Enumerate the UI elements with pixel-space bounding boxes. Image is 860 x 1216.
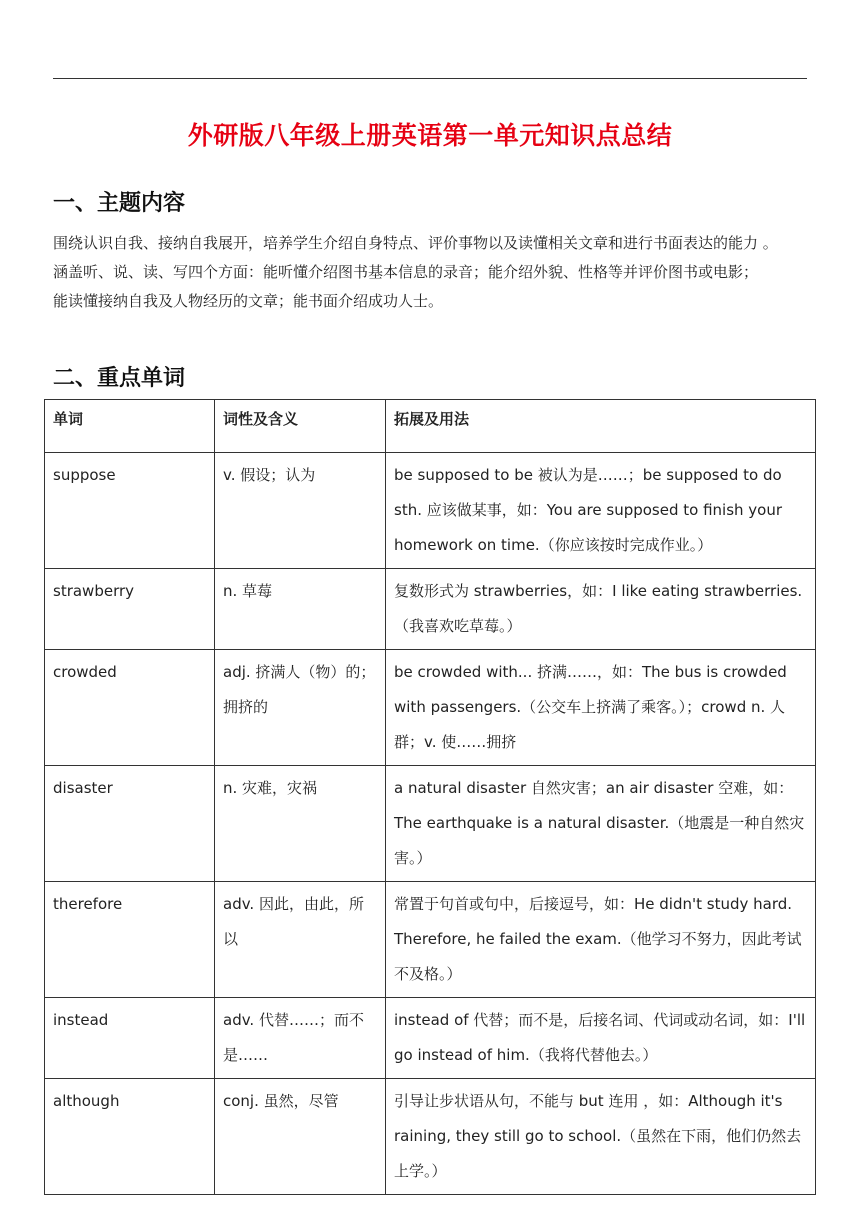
cell-usage: 常置于句首或句中，后接逗号，如：He didn't study hard. Therefore, he failed the exam.（他学习不努力，因此考试不及格。） [386, 882, 816, 998]
cell-usage: a natural disaster 自然灾害；an air disaster 空难，如：The earthquake is a natural disaster.（地震是一种自然灾害。） [386, 766, 816, 882]
table-row [45, 766, 816, 882]
cell-usage: be crowded with... 挤满……，如：The bus is crowded with passengers.（公交车上挤满了乘客。）；crowd n. 人群；v. 使……拥挤 [386, 650, 816, 766]
cell-usage: instead of 代替；而不是，后接名词、代词或动名词，如：I'll go instead of him.（我将代替他去。） [386, 998, 816, 1079]
cell-meaning: adv. 因此，由此，所以 [215, 882, 386, 998]
cell-meaning: adj. 挤满人（物）的；拥挤的 [215, 650, 386, 766]
table-row [45, 998, 816, 1079]
theme-line: 围绕认识自我、接纳自我展开，培养学生介绍自身特点、评价事物以及读懂相关文章和进行书面表达的能力 。 [53, 234, 778, 252]
cell-meaning: n. 灾难，灾祸 [215, 766, 386, 882]
cell-word: although [45, 1079, 215, 1195]
cell-usage: 复数形式为 strawberries，如：I like eating strawberries.（我喜欢吃草莓。） [386, 569, 816, 650]
cell-word: instead [45, 998, 215, 1079]
cell-usage: 引导让步状语从句，不能与 but 连用 ，如：Although it's raining, they still go to school.（虽然在下雨，他们仍然去上学。） [386, 1079, 816, 1195]
theme-paragraph [53, 229, 813, 316]
theme-line: 能读懂接纳自我及人物经历的文章；能书面介绍成功人士。 [53, 292, 444, 310]
table-row [45, 882, 816, 998]
cell-word: therefore [45, 882, 215, 998]
cell-word: suppose [45, 453, 215, 569]
section-heading-theme: 一、主题内容 [53, 191, 186, 216]
cell-meaning: conj. 虽然，尽管 [215, 1079, 386, 1195]
vocabulary-table [44, 399, 816, 1195]
cell-word: disaster [45, 766, 215, 882]
header-usage: 拓展及用法 [386, 400, 816, 453]
section-heading-vocabulary: 二、重点单词 [53, 366, 186, 391]
header-meaning: 词性及含义 [215, 400, 386, 453]
table-row [45, 1079, 816, 1195]
document-title: 外研版八年级上册英语第一单元知识点总结 [187, 121, 673, 150]
table-header-row [45, 400, 816, 453]
header-word: 单词 [45, 400, 215, 453]
cell-word: crowded [45, 650, 215, 766]
cell-word: strawberry [45, 569, 215, 650]
table-row [45, 453, 816, 569]
table-row [45, 650, 816, 766]
cell-usage: be supposed to be 被认为是……；be supposed to do sth. 应该做某事，如：You are supposed to finish your homework on time.（你应该按时完成作业。） [386, 453, 816, 569]
table-row [45, 569, 816, 650]
cell-meaning: v. 假设；认为 [215, 453, 386, 569]
cell-meaning: adv. 代替……；而不是…… [215, 998, 386, 1079]
theme-line: 涵盖听、说、读、写四个方面：能听懂介绍图书基本信息的录音；能介绍外貌、性格等并评价图书或电影； [53, 263, 759, 281]
header-rule [53, 78, 807, 79]
cell-meaning: n. 草莓 [215, 569, 386, 650]
